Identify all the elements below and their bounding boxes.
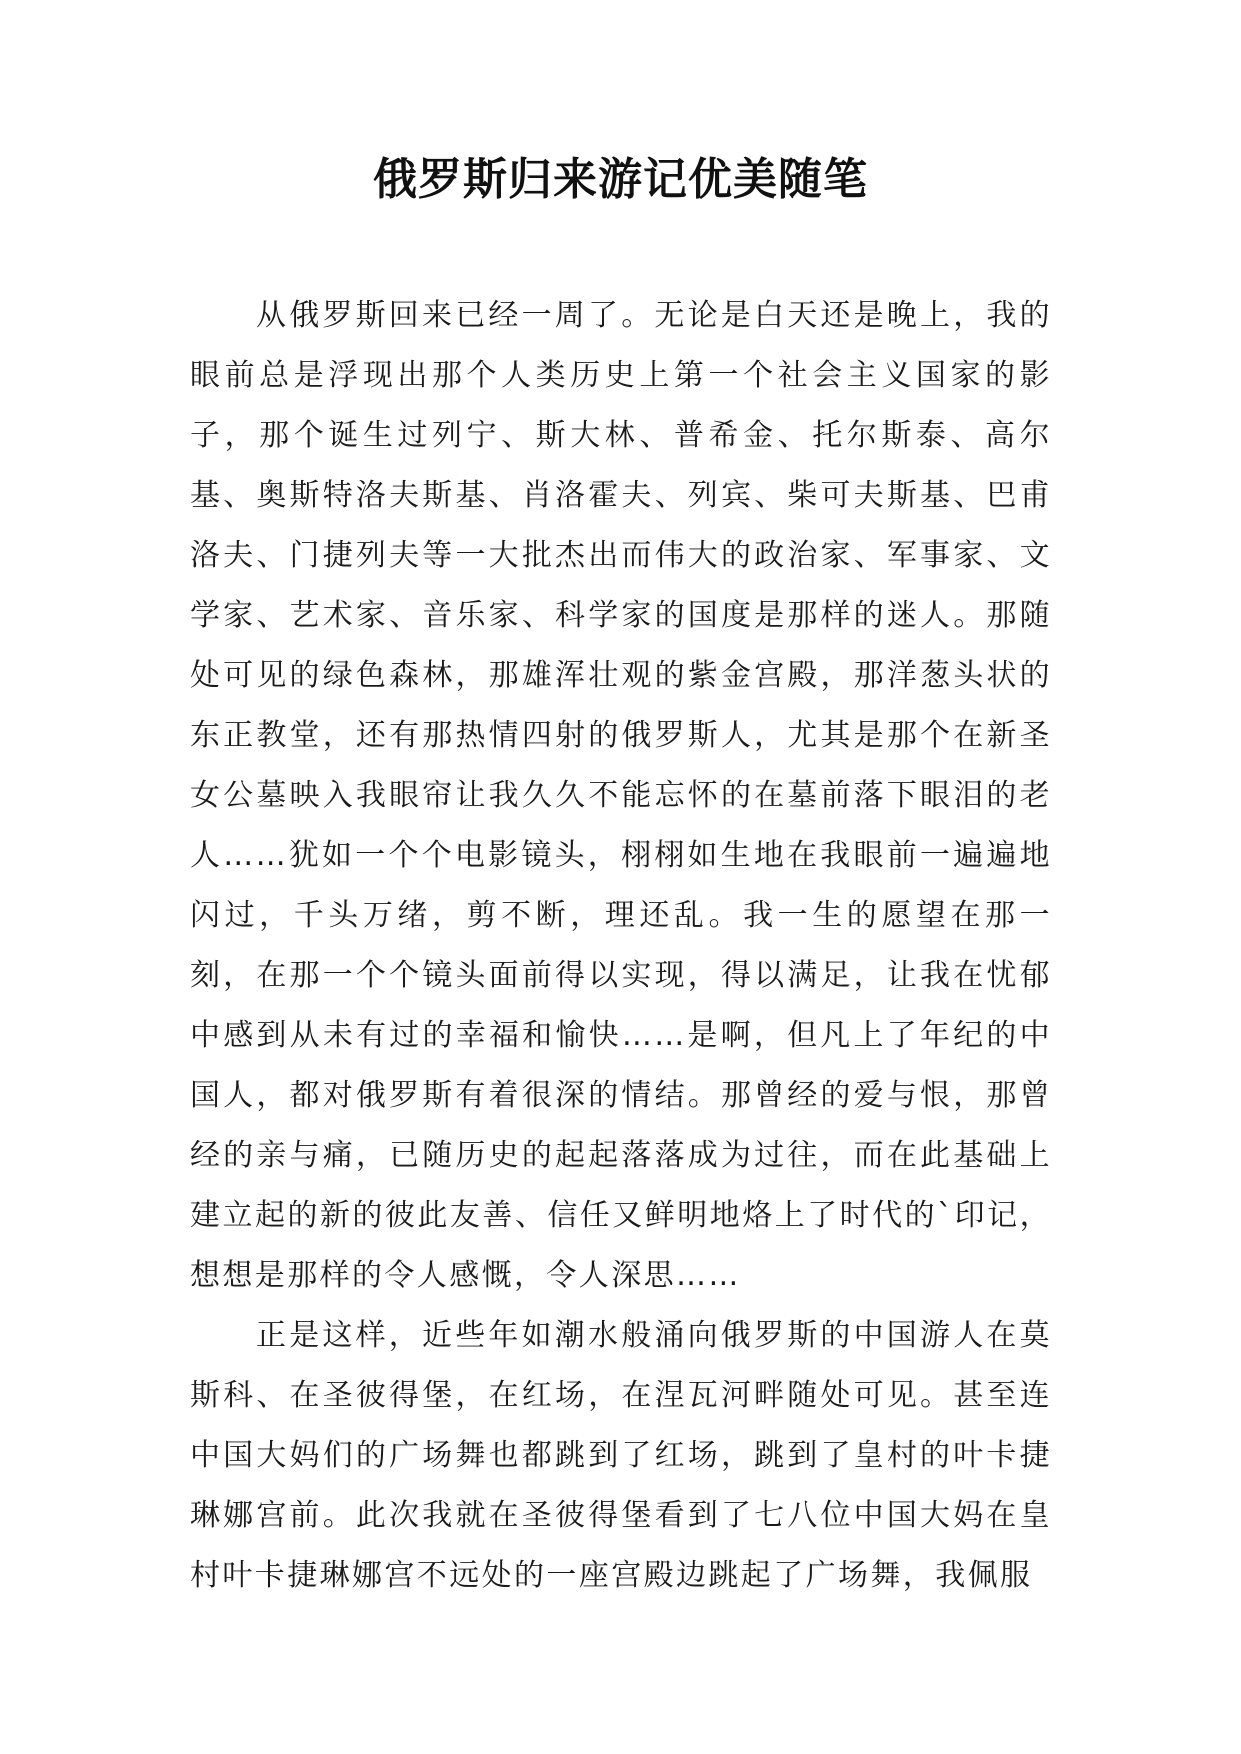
- document-title: 俄罗斯归来游记优美随笔: [373, 154, 868, 205]
- paragraph-2: 正是这样，近些年如潮水般涌向俄罗斯的中国游人在莫斯科、在圣彼得堡，在红场，在涅瓦河畔随处可见。甚至连中国大妈们的广场舞也都跳到了红场，跳到了皇村的叶卡捷琳娜宫前。此次我就在圣彼得堡看到了七八位中国大妈在皇村叶卡捷琳娜宫不远处的一座宫殿边跳起了广场舞，我佩服: [190, 1318, 1052, 1593]
- paragraph-1: 从俄罗斯回来已经一周了。无论是白天还是晚上，我的眼前总是浮现出那个人类历史上第一个社会主义国家的影子，那个诞生过列宁、斯大林、普希金、托尔斯泰、高尔基、奥斯特洛夫斯基、肖洛霍夫、列宾、柴可夫斯基、巴甫洛夫、门捷列夫等一大批杰出而伟大的政治家、军事家、文学家、艺术家、音乐家、科学家的国度是那样的迷人。那随处可见的绿色森林，那雄浑壮观的紫金宫殿，那洋葱头状的东正教堂，还有那热情四射的俄罗斯人，尤其是那个在新圣女公墓映入我眼帘让我久久不能忘怀的在墓前落下眼泪的老人……犹如一个个电影镜头，栩栩如生地在我眼前一遍遍地闪过，千头万绪，剪不断，理还乱。我一生的愿望在那一刻，在那一个个镜头面前得以实现，得以满足，让我在忧郁中感到从未有过的幸福和愉快……是啊，但凡上了年纪的中国人，都对俄罗斯有着很深的情结。那曾经的爱与恨，那曾经的亲与痛，已随历史的起起落落成为过往，而在此基础上建立起的新的彼此友善、信任又鲜明地烙上了时代的`印记，想想是那样的令人感慨，令人深思……: [190, 298, 1052, 1293]
- document-body: [190, 286, 1052, 1606]
